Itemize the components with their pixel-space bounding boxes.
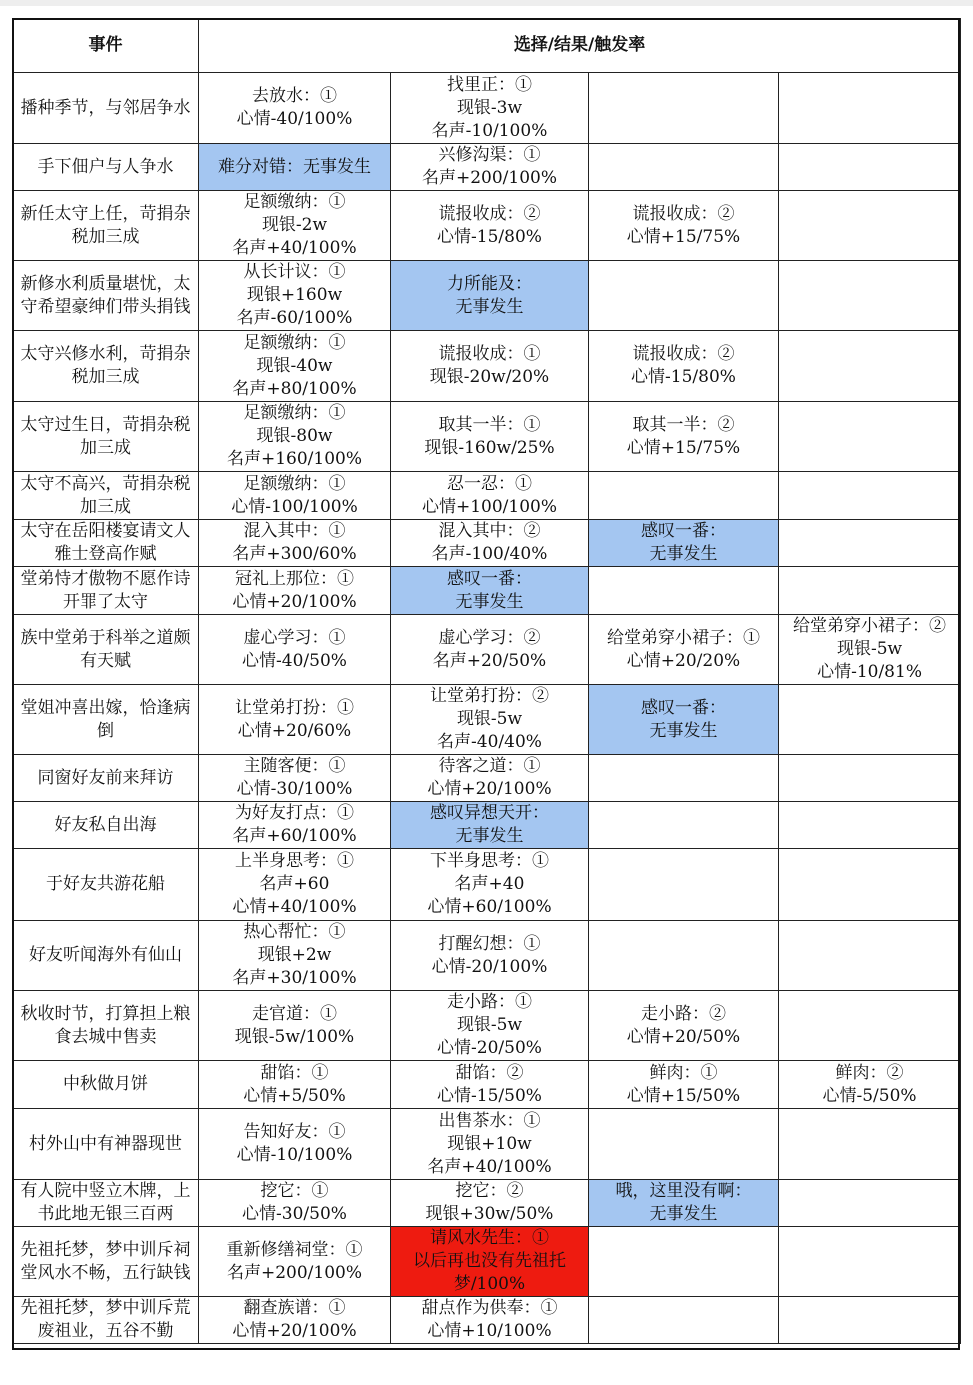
event-cell: 同窗好友前来拜访 xyxy=(13,755,199,802)
choice-cell-3: 感叹一番： 无事发生 xyxy=(589,685,779,755)
event-cell: 有人院中竖立木牌，上书此地无银三百两 xyxy=(13,1180,199,1227)
event-cell: 于好友共游花船 xyxy=(13,849,199,921)
table-row xyxy=(13,567,961,615)
choice-cell-2: 混入其中：② 名声-100/40% xyxy=(391,520,589,567)
choice-cell-4 xyxy=(779,73,961,144)
event-cell: 族中堂弟于科举之道颇有天赋 xyxy=(13,615,199,685)
table-row xyxy=(13,144,961,191)
choice-cell-1: 冠礼上那位：① 心情+20/100% xyxy=(199,567,391,615)
choice-cell-4 xyxy=(779,755,961,802)
event-cell: 太守不高兴，苛捐杂税加三成 xyxy=(13,472,199,520)
choice-cell-2: 取其一半：① 现银-160w/25% xyxy=(391,402,589,472)
table-row xyxy=(13,685,961,755)
choice-cell-3: 感叹一番： 无事发生 xyxy=(589,520,779,567)
choice-cell-4: 给堂弟穿小裙子：② 现银-5w 心情-10/81% xyxy=(779,615,961,685)
choice-cell-1: 上半身思考：① 名声+60 心情+40/100% xyxy=(199,849,391,921)
choice-cell-2: 待客之道：① 心情+20/100% xyxy=(391,755,589,802)
table-row xyxy=(13,1109,961,1180)
event-cell: 中秋做月饼 xyxy=(13,1061,199,1109)
choice-cell-4 xyxy=(779,331,961,402)
choice-cell-3 xyxy=(589,144,779,191)
event-cell: 手下佃户与人争水 xyxy=(13,144,199,191)
choice-cell-3: 哦，这里没有啊： 无事发生 xyxy=(589,1180,779,1227)
event-cell: 新修水利质量堪忧，太守希望豪绅们带头捐钱 xyxy=(13,261,199,331)
choice-cell-1: 让堂弟打扮：① 心情+20/60% xyxy=(199,685,391,755)
choice-cell-1: 足额缴纳：① 现银-40w 名声+80/100% xyxy=(199,331,391,402)
choice-cell-3 xyxy=(589,261,779,331)
choice-cell-1: 难分对错：无事发生 xyxy=(199,144,391,191)
choice-cell-3 xyxy=(589,1227,779,1297)
choice-cell-1: 热心帮忙：① 现银+2w 名声+30/100% xyxy=(199,921,391,991)
header-row xyxy=(13,19,961,73)
event-cell: 好友私自出海 xyxy=(13,802,199,849)
choice-cell-4: 鲜肉：② 心情-5/50% xyxy=(779,1061,961,1109)
choice-cell-1: 甜馅：① 心情+5/50% xyxy=(199,1061,391,1109)
choice-cell-2: 甜点作为供奉：① 心情+10/100% xyxy=(391,1297,589,1344)
table-row xyxy=(13,331,961,402)
choice-cell-3: 谎报收成：② 心情+15/75% xyxy=(589,191,779,261)
table-row xyxy=(13,402,961,472)
choice-cell-3 xyxy=(589,921,779,991)
choice-cell-3: 取其一半：② 心情+15/75% xyxy=(589,402,779,472)
choice-column-header: 选择/结果/触发率 xyxy=(199,19,961,73)
event-cell: 村外山中有神器现世 xyxy=(13,1109,199,1180)
choice-cell-1: 告知好友：① 心情-10/100% xyxy=(199,1109,391,1180)
choice-cell-1: 重新修缮祠堂：① 名声+200/100% xyxy=(199,1227,391,1297)
event-table xyxy=(12,18,961,1344)
choice-cell-1: 翻查族谱：① 心情+20/100% xyxy=(199,1297,391,1344)
choice-cell-4 xyxy=(779,144,961,191)
choice-cell-4 xyxy=(779,802,961,849)
choice-cell-1: 挖它：① 心情-30/50% xyxy=(199,1180,391,1227)
table-row xyxy=(13,755,961,802)
table-row xyxy=(13,849,961,921)
choice-cell-3 xyxy=(589,849,779,921)
choice-cell-2: 出售茶水：① 现银+10w 名声+40/100% xyxy=(391,1109,589,1180)
event-column-header: 事件 xyxy=(13,19,199,73)
table-row xyxy=(13,520,961,567)
choice-cell-2: 甜馅：② 心情-15/50% xyxy=(391,1061,589,1109)
choice-cell-2: 谎报收成：② 心情-15/80% xyxy=(391,191,589,261)
event-cell: 堂姐冲喜出嫁，恰逢病倒 xyxy=(13,685,199,755)
table-row xyxy=(13,261,961,331)
choice-cell-2: 感叹一番： 无事发生 xyxy=(391,567,589,615)
choice-cell-1: 混入其中：① 名声+300/60% xyxy=(199,520,391,567)
table-row xyxy=(13,921,961,991)
choice-cell-3: 给堂弟穿小裙子：① 心情+20/20% xyxy=(589,615,779,685)
choice-cell-2: 让堂弟打扮：② 现银-5w 名声-40/40% xyxy=(391,685,589,755)
event-cell: 太守过生日，苛捐杂税加三成 xyxy=(13,402,199,472)
top-bar xyxy=(0,0,973,6)
table-row xyxy=(13,802,961,849)
choice-cell-1: 从长计议：① 现银+160w 名声-60/100% xyxy=(199,261,391,331)
event-cell: 秋收时节，打算担上粮食去城中售卖 xyxy=(13,991,199,1061)
choice-cell-1: 足额缴纳：① 现银-2w 名声+40/100% xyxy=(199,191,391,261)
choice-cell-2: 谎报收成：① 现银-20w/20% xyxy=(391,331,589,402)
choice-cell-4 xyxy=(779,191,961,261)
choice-cell-2: 挖它：② 现银+30w/50% xyxy=(391,1180,589,1227)
event-cell: 堂弟恃才傲物不愿作诗开罪了太守 xyxy=(13,567,199,615)
choice-cell-3: 鲜肉：① 心情+15/50% xyxy=(589,1061,779,1109)
choice-cell-4 xyxy=(779,520,961,567)
choice-cell-1: 足额缴纳：① 心情-100/100% xyxy=(199,472,391,520)
choice-cell-4 xyxy=(779,1109,961,1180)
event-cell: 太守兴修水利，苛捐杂税加三成 xyxy=(13,331,199,402)
table-row xyxy=(13,73,961,144)
choice-cell-2: 请风水先生：① 以后再也没有先祖托梦/100% xyxy=(391,1227,589,1297)
choice-cell-4 xyxy=(779,567,961,615)
choice-cell-1: 虚心学习：① 心情-40/50% xyxy=(199,615,391,685)
choice-cell-4 xyxy=(779,1227,961,1297)
choice-cell-2: 走小路：① 现银-5w 心情-20/50% xyxy=(391,991,589,1061)
choice-cell-1: 为好友打点：① 名声+60/100% xyxy=(199,802,391,849)
choice-cell-1: 走官道：① 现银-5w/100% xyxy=(199,991,391,1061)
choice-cell-4 xyxy=(779,849,961,921)
choice-cell-3 xyxy=(589,802,779,849)
choice-cell-3 xyxy=(589,1109,779,1180)
choice-cell-3 xyxy=(589,567,779,615)
choice-cell-4 xyxy=(779,1297,961,1344)
choice-cell-4 xyxy=(779,472,961,520)
choice-cell-3 xyxy=(589,472,779,520)
choice-cell-1: 足额缴纳：① 现银-80w 名声+160/100% xyxy=(199,402,391,472)
event-cell: 播种季节，与邻居争水 xyxy=(13,73,199,144)
choice-cell-2: 感叹异想天开： 无事发生 xyxy=(391,802,589,849)
choice-cell-4 xyxy=(779,991,961,1061)
choice-cell-4 xyxy=(779,1180,961,1227)
table-row xyxy=(13,615,961,685)
event-cell: 好友听闻海外有仙山 xyxy=(13,921,199,991)
choice-cell-4 xyxy=(779,921,961,991)
choice-cell-3 xyxy=(589,1297,779,1344)
table-row xyxy=(13,991,961,1061)
choice-cell-3 xyxy=(589,73,779,144)
table-row xyxy=(13,1180,961,1227)
choice-cell-4 xyxy=(779,261,961,331)
choice-cell-2: 忍一忍：① 心情+100/100% xyxy=(391,472,589,520)
choice-cell-4 xyxy=(779,685,961,755)
table-row xyxy=(13,1297,961,1344)
choice-cell-3: 走小路：② 心情+20/50% xyxy=(589,991,779,1061)
table-row xyxy=(13,1061,961,1109)
choice-cell-3: 谎报收成：② 心情-15/80% xyxy=(589,331,779,402)
choice-cell-3 xyxy=(589,755,779,802)
choice-cell-4 xyxy=(779,402,961,472)
table-row xyxy=(13,191,961,261)
choice-cell-1: 主随客便：① 心情-30/100% xyxy=(199,755,391,802)
choice-cell-2: 打醒幻想：① 心情-20/100% xyxy=(391,921,589,991)
choice-cell-1: 去放水：① 心情-40/100% xyxy=(199,73,391,144)
choice-cell-2: 兴修沟渠：① 名声+200/100% xyxy=(391,144,589,191)
choice-cell-2: 找里正：① 现银-3w 名声-10/100% xyxy=(391,73,589,144)
event-cell: 太守在岳阳楼宴请文人雅士登高作赋 xyxy=(13,520,199,567)
event-cell: 先祖托梦，梦中训斥祠堂风水不畅，五行缺钱 xyxy=(13,1227,199,1297)
event-cell: 先祖托梦，梦中训斥荒废祖业，五谷不勤 xyxy=(13,1297,199,1344)
table-row xyxy=(13,1227,961,1297)
choice-cell-2: 虚心学习：② 名声+20/50% xyxy=(391,615,589,685)
event-cell: 新任太守上任，苛捐杂税加三成 xyxy=(13,191,199,261)
table-row xyxy=(13,472,961,520)
choice-cell-2: 力所能及： 无事发生 xyxy=(391,261,589,331)
choice-cell-2: 下半身思考：① 名声+40 心情+60/100% xyxy=(391,849,589,921)
